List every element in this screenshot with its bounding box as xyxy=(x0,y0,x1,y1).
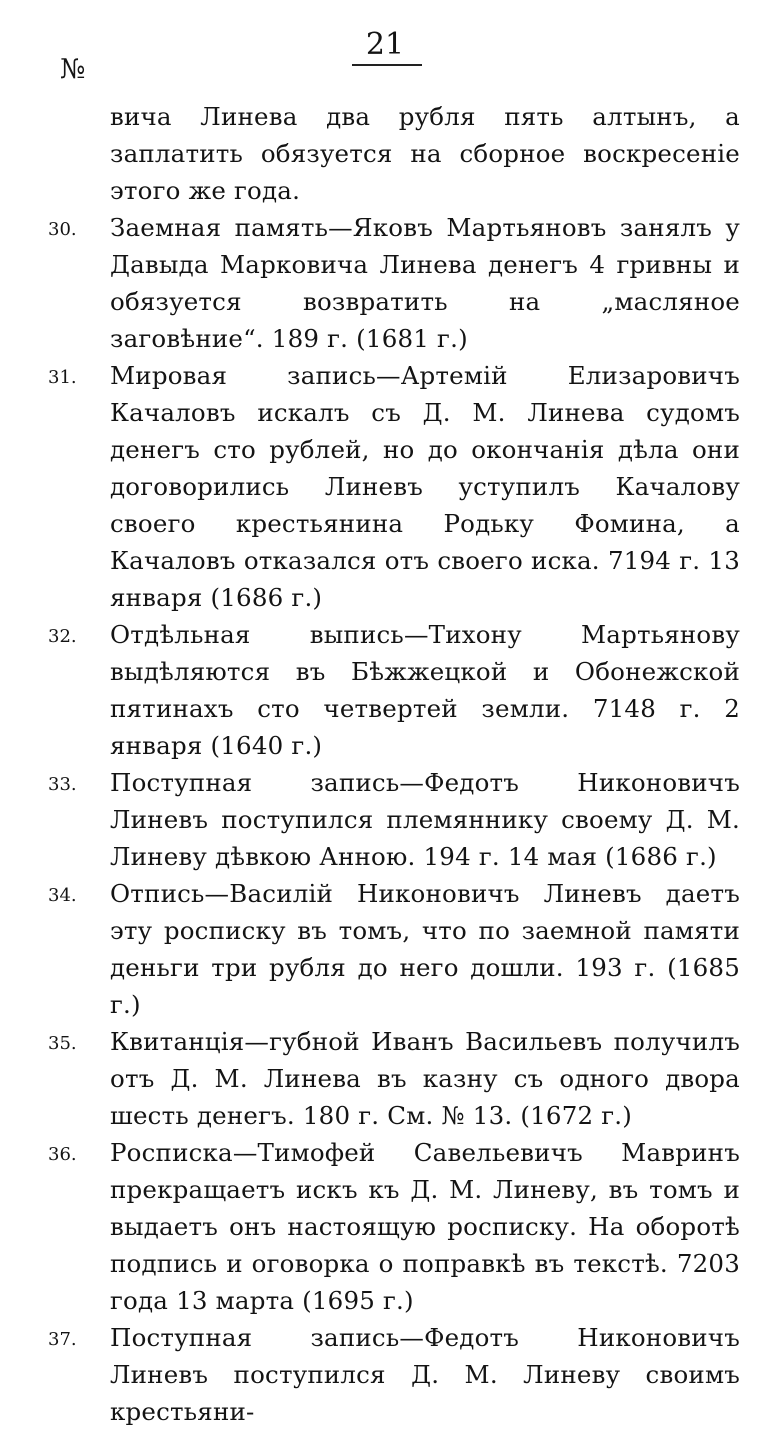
entry-32 xyxy=(48,616,740,764)
entry-number: 37. xyxy=(48,1329,77,1350)
page-number: 21 xyxy=(365,27,405,62)
entry-number: 30. xyxy=(48,219,77,240)
entry-number: 34. xyxy=(48,885,77,906)
entry-text: Отдѣльная выпись—Тихону Мартьянову выдѣляются въ Бѣжжецкой и Обонежской пятинахъ сто четвертей земли. 7148 г. 2 января (1640 г.) xyxy=(110,620,740,760)
entry-36 xyxy=(48,1134,740,1319)
entry-31 xyxy=(48,357,740,616)
entry-number: 35. xyxy=(48,1033,77,1054)
entry-text: Поступная запись—Федотъ Никоновичъ Линевъ поступился племяннику своему Д. М. Линеву дѣвкою Анною. 194 г. 14 мая (1686 г.) xyxy=(110,768,740,871)
entry-text: Отпись—Василій Никоновичъ Линевъ даетъ эту росписку въ томъ, что по заемной памяти деньги три рубля до него дошли. 193 г. (1685 г.) xyxy=(110,879,740,1019)
entry-number: 31. xyxy=(48,367,77,388)
page-number-rule xyxy=(352,64,422,66)
entry-37 xyxy=(48,1319,740,1430)
entry-text: Росписка—Тимофей Савельевичъ Мавринъ прекращаетъ искъ къ Д. М. Линеву, въ томъ и выдаетъ онъ настоящую росписку. На оборотѣ подпись и оговорка о поправкѣ въ текстѣ. 7203 года 13 марта (1695 г.) xyxy=(110,1138,740,1315)
entry-text: Мировая запись—Артемій Елизаровичъ Качаловъ искалъ съ Д. М. Линева судомъ денегъ сто рублей, но до окончанія дѣла они договорились Линевъ уступилъ Качалову своего крестьянина Родьку Фомина, а Качаловъ отказался отъ своего иска. 7194 г. 13 января (1686 г.) xyxy=(110,361,740,612)
entry-33 xyxy=(48,764,740,875)
entry-number: 32. xyxy=(48,626,77,647)
entry-30 xyxy=(48,209,740,357)
entry-text: Заемная память—Яковъ Мартьяновъ занялъ у Давыда Марковича Линева денегъ 4 гривны и обязуется возвратить на „масляное заговѣние“. 189 г. (1681 г.) xyxy=(110,213,740,353)
entry-text: вича Линева два рубля пять алтынъ, а заплатить обязуется на сборное воскресеніе этого же года. xyxy=(110,102,740,205)
entry-number: 33. xyxy=(48,774,77,795)
entries-list xyxy=(0,98,768,1430)
entry-text: Квитанція—губной Иванъ Васильевъ получилъ отъ Д. М. Линева въ казну съ одного двора шесть денегъ. 180 г. См. № 13. (1672 г.) xyxy=(110,1027,740,1130)
entry-35 xyxy=(48,1023,740,1134)
numero-sign: № xyxy=(60,54,86,85)
entry-number: 36. xyxy=(48,1144,77,1165)
entry-continued xyxy=(110,98,740,209)
entry-text: Поступная запись—Федотъ Никоновичъ Линевъ поступился Д. М. Линеву своимъ крестьяни- xyxy=(110,1323,740,1426)
entry-34 xyxy=(48,875,740,1023)
